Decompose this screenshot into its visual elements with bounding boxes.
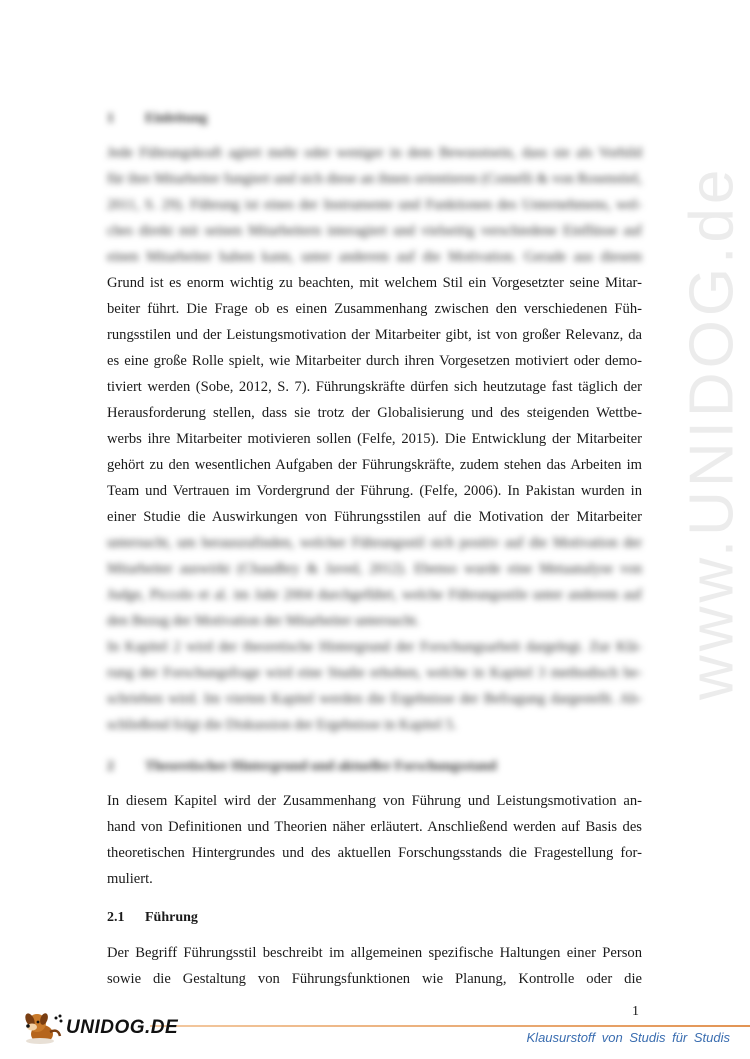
text-line: hand von Definitionen und Theorien näher erläutert. Anschließend werden auf Basis des — [107, 819, 642, 835]
text-line: rung der Forschungsfrage wird eine Studie erhoben, welche in Kapitel 3 methodisch be- — [107, 665, 642, 681]
logo-text: UNIDOG.DE — [66, 1017, 179, 1038]
section-heading-2-1 — [107, 910, 198, 926]
section-number: 1 — [107, 111, 114, 126]
section-heading-2 — [107, 759, 497, 775]
chapter2-paragraph — [107, 788, 642, 892]
text-line: werbs ihre Mitarbeiter motivieren sollen (Felfe, 2015). Die Entwicklung der Mitarbeiter — [107, 431, 642, 447]
text-line: Der Begriff Führungsstil beschreibt im allgemeinen spezifische Haltungen einer Person — [107, 945, 642, 961]
text-line: für ihre Mitarbeiter fungiert und sich diese an ihnen orientieren (Comelli & von Rosenstiel, — [107, 171, 642, 187]
text-line: es eine große Rolle spielt, wie Mitarbeiter durch ihren Vorgesetzen motiviert oder demo- — [107, 353, 642, 369]
text-line: einer Studie die Auswirkungen von Führungsstilen auf die Motivation der Mitarbeiter — [107, 509, 642, 525]
text-line: Mitarbeiter auswirkt (Chaudhry & Javed, 2012). Ebenso wurde eine Metaanalyse von — [107, 561, 642, 577]
text-line: Judge, Piccolo et al. im Jahr 2004 durchgeführt, welche Führungsstile unter anderem auf — [107, 587, 642, 603]
section-number: 2 — [107, 759, 114, 774]
text-line: Grund ist es enorm wichtig zu beachten, mit welchem Stil ein Vorgesetzter seine Mitar- — [107, 275, 642, 291]
text-line: Jede Führungskraft agiert mehr oder weniger in dem Bewusstsein, dass sie als Vorbild — [107, 145, 642, 161]
watermark: www.UNIDOG.de — [677, 165, 747, 700]
text-line: schrieben wird. Im vierten Kapitel werden die Ergebnisse der Befragung dargestellt. Ab- — [107, 691, 642, 707]
page-number: 1 — [632, 1004, 639, 1019]
text-line: ches direkt mit seinen Mitarbeitern interagiert und vielseitig verschiedene Einflüsse auf — [107, 223, 642, 239]
text-line: den Bezug der Motivation der Mitarbeiter untersucht. — [107, 613, 420, 629]
section-title: Theoretischer Hintergrund und aktueller Forschungsstand — [145, 759, 497, 774]
unidog-logo[interactable] — [20, 1010, 178, 1046]
text-line: rungsstilen und der Leistungsmotivation der Mitarbeiter gibt, ist von großer Relevanz, da — [107, 327, 642, 343]
text-line: gehört zu den wesentlichen Aufgaben der Führungskräfte, zudem stehen das Arbeiten im — [107, 457, 642, 473]
text-line: In Kapitel 2 wird der theoretische Hintergrund der Forschungsarbeit dargelegt. Zur Klä- — [107, 639, 642, 655]
footer-slogan: Klausurstoff von Studis für Studis — [526, 1030, 730, 1045]
dog-mascot-icon — [20, 1010, 64, 1046]
text-line: sowie die Gestaltung von Führungsfunktionen wie Planung, Kontrolle oder die — [107, 971, 642, 987]
footer-divider — [150, 1025, 750, 1027]
intro-paragraph — [107, 140, 642, 738]
section21-paragraph — [107, 940, 642, 992]
section-number: 2.1 — [107, 910, 125, 925]
text-line: schließend folgt die Diskussion der Ergebnisse in Kapitel 5. — [107, 717, 457, 733]
text-line: einen Mitarbeiter haben kann, unter anderem auf die Motivation. Gerade aus diesem — [107, 249, 642, 265]
text-line: muliert. — [107, 871, 153, 887]
text-line: beiter führt. Die Frage ob es einen Zusammenhang zwischen den verschiedenen Füh- — [107, 301, 642, 317]
text-line: Herausforderung stellen, dass sie trotz der Globalisierung und des steigenden Wettbe- — [107, 405, 642, 421]
section-title: Führung — [145, 910, 198, 925]
text-line: untersucht, um herauszufinden, welcher Führungsstil sich positiv auf die Motivation der — [107, 535, 642, 551]
text-line: In diesem Kapitel wird der Zusammenhang von Führung und Leistungsmotivation an- — [107, 793, 642, 809]
section-heading-1 — [107, 111, 207, 127]
text-line: theoretischen Hintergrundes und des aktuellen Forschungsstands die Fragestellung for- — [107, 845, 642, 861]
text-line: Team und Vertrauen im Vordergrund der Führung. (Felfe, 2006). In Pakistan wurden in — [107, 483, 642, 499]
section-title: Einleitung — [145, 111, 208, 126]
text-line: 2011, S. 29). Führung ist eines der Instrumente und Funktionen des Unternehmens, wel- — [107, 197, 642, 213]
text-line: tiviert werden (Sobe, 2012, S. 7). Führungskräfte dürfen sich heutzutage fast täglich der — [107, 379, 642, 395]
